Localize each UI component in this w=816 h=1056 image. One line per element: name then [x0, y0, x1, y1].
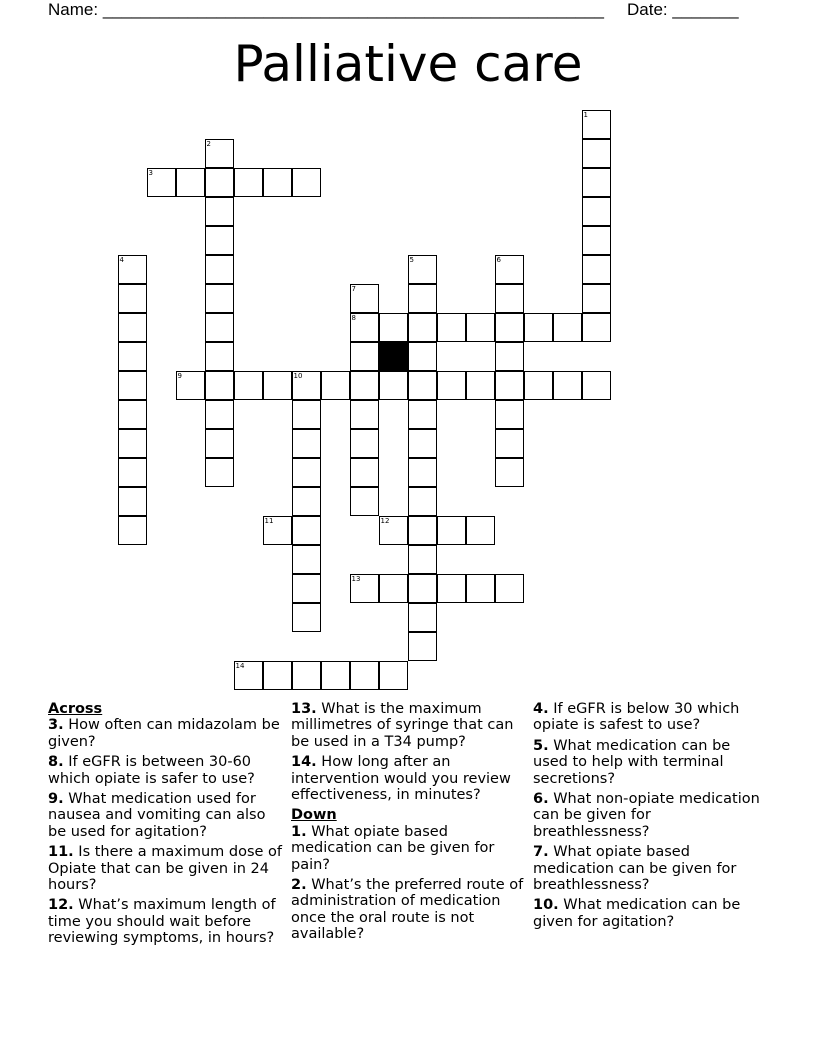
crossword-cell[interactable] — [205, 313, 234, 342]
crossword-cell[interactable] — [292, 574, 321, 603]
clue-number-label: 8 — [351, 314, 356, 322]
crossword-cell[interactable] — [205, 429, 234, 458]
crossword-cell[interactable] — [495, 342, 524, 371]
black-cell — [379, 342, 408, 371]
clue-number-label: 13 — [351, 575, 361, 583]
down-heading: Down — [291, 807, 337, 824]
page-title: Palliative care — [233, 35, 583, 93]
crossword-cell[interactable] — [350, 284, 379, 313]
clue-number: 1. — [291, 823, 307, 840]
crossword-cell[interactable] — [118, 458, 147, 487]
crossword-cell[interactable] — [234, 168, 263, 197]
crossword-cell[interactable] — [350, 429, 379, 458]
crossword-cell[interactable] — [205, 226, 234, 255]
crossword-cell[interactable] — [524, 371, 553, 400]
crossword-cell[interactable] — [495, 284, 524, 313]
crossword-cell[interactable] — [437, 371, 466, 400]
crossword-cell[interactable] — [437, 574, 466, 603]
crossword-cell[interactable] — [582, 313, 611, 342]
clue-number-label: 3 — [148, 169, 153, 177]
crossword-cell[interactable] — [118, 255, 147, 284]
crossword-cell[interactable] — [582, 197, 611, 226]
clue-number-label: 1 — [583, 111, 588, 119]
crossword-cell[interactable] — [292, 400, 321, 429]
crossword-cell[interactable] — [205, 139, 234, 168]
clue-number: 11. — [48, 844, 74, 861]
crossword-cell[interactable] — [321, 661, 350, 690]
clue-text: What medication can be used to help with terminal secretions? — [533, 737, 731, 787]
crossword-cell[interactable] — [524, 313, 553, 342]
crossword-cell[interactable] — [582, 168, 611, 197]
crossword-cell[interactable] — [495, 371, 524, 400]
crossword-cell[interactable] — [205, 400, 234, 429]
clue-number: 9. — [48, 791, 64, 808]
across-clue-13 — [291, 701, 527, 750]
crossword-cell[interactable] — [118, 429, 147, 458]
crossword-cell[interactable] — [466, 516, 495, 545]
clue-number-label: 2 — [206, 140, 211, 148]
crossword-cell[interactable] — [292, 458, 321, 487]
clue-number: 5. — [533, 737, 549, 754]
crossword-cell[interactable] — [292, 516, 321, 545]
crossword-cell[interactable] — [205, 342, 234, 371]
crossword-cell[interactable] — [553, 313, 582, 342]
crossword-cell[interactable] — [408, 429, 437, 458]
date-label: Date: — [627, 0, 668, 19]
crossword-cell[interactable] — [379, 516, 408, 545]
clue-number-label: 7 — [351, 285, 356, 293]
crossword-cell[interactable] — [379, 574, 408, 603]
crossword-cell[interactable] — [437, 516, 466, 545]
crossword-cell[interactable] — [582, 139, 611, 168]
crossword-cell[interactable] — [118, 400, 147, 429]
crossword-cell[interactable] — [118, 516, 147, 545]
clue-number-label: 10 — [293, 372, 303, 380]
crossword-cell[interactable] — [582, 255, 611, 284]
crossword-cell[interactable] — [350, 400, 379, 429]
down-clue-2 — [291, 877, 527, 943]
crossword-cell[interactable] — [263, 516, 292, 545]
crossword-cell[interactable] — [495, 574, 524, 603]
crossword-cell[interactable] — [118, 313, 147, 342]
crossword-cell[interactable] — [466, 313, 495, 342]
name-blank[interactable]: _____________________________________________________ — [102, 0, 604, 19]
crossword-cell[interactable] — [176, 168, 205, 197]
crossword-cell[interactable] — [408, 313, 437, 342]
crossword-cell[interactable] — [408, 545, 437, 574]
crossword-cell[interactable] — [118, 284, 147, 313]
crossword-cell[interactable] — [379, 313, 408, 342]
clue-text: What is the maximum millimetres of syringe that can be used in a T34 pump? — [291, 701, 514, 750]
crossword-cell[interactable] — [263, 661, 292, 690]
clue-number-label: 12 — [380, 517, 390, 525]
crossword-cell[interactable] — [582, 110, 611, 139]
crossword-cell[interactable] — [205, 197, 234, 226]
crossword-cell[interactable] — [466, 574, 495, 603]
down-clue-4 — [533, 701, 769, 734]
clue-number: 2. — [291, 877, 307, 894]
clue-number: 14. — [291, 754, 317, 771]
crossword-cell[interactable] — [582, 371, 611, 400]
down-clue-10 — [533, 897, 769, 930]
clue-number: 4. — [533, 701, 549, 717]
clue-text: If eGFR is between 30-60 which opiate is safer to use? — [48, 754, 255, 787]
crossword-cell[interactable] — [408, 371, 437, 400]
crossword-cell[interactable] — [495, 400, 524, 429]
down-clue-5 — [533, 738, 769, 787]
crossword-cell[interactable] — [553, 371, 582, 400]
clue-text: What medication used for nausea and vomiting can also be used for agitation? — [48, 791, 266, 840]
clue-number: 10. — [533, 897, 559, 914]
clue-text: What opiate based medication can be given for breathlessness? — [533, 844, 737, 894]
crossword-cell[interactable] — [205, 371, 234, 400]
across-clue-12 — [48, 897, 284, 946]
across-clue-3 — [48, 717, 284, 750]
down-clue-6 — [533, 791, 769, 840]
crossword-cell[interactable] — [350, 371, 379, 400]
crossword-cell[interactable] — [205, 255, 234, 284]
clue-column-2 — [291, 701, 527, 947]
clue-number: 6. — [533, 791, 549, 808]
crossword-cell[interactable] — [118, 487, 147, 516]
crossword-cell[interactable] — [234, 661, 263, 690]
clue-text: What opiate based medication can be given for pain? — [291, 823, 495, 873]
clue-text: If eGFR is below 30 which opiate is safest to use? — [533, 701, 740, 734]
crossword-cell[interactable] — [408, 458, 437, 487]
clue-text: Is there a maximum dose of Opiate that can be given in 24 hours? — [48, 844, 283, 894]
clue-number: 12. — [48, 897, 74, 914]
crossword-cell[interactable] — [205, 168, 234, 197]
crossword-cell[interactable] — [466, 371, 495, 400]
crossword-cell[interactable] — [118, 342, 147, 371]
crossword-cell[interactable] — [408, 603, 437, 632]
clue-number: 7. — [533, 844, 549, 861]
crossword-cell[interactable] — [350, 313, 379, 342]
name-label: Name: — [48, 0, 99, 19]
across-clue-9 — [48, 791, 284, 840]
crossword-cell[interactable] — [582, 226, 611, 255]
clue-number: 13. — [291, 701, 317, 717]
crossword-cell[interactable] — [263, 371, 292, 400]
crossword-cell[interactable] — [292, 168, 321, 197]
crossword-cell[interactable] — [147, 168, 176, 197]
crossword-cell[interactable] — [292, 661, 321, 690]
crossword-cell[interactable] — [495, 458, 524, 487]
crossword-cell[interactable] — [408, 516, 437, 545]
crossword-cell[interactable] — [408, 632, 437, 661]
crossword-cell[interactable] — [350, 574, 379, 603]
crossword-cell[interactable] — [408, 342, 437, 371]
crossword-cell[interactable] — [118, 371, 147, 400]
crossword-cell[interactable] — [205, 458, 234, 487]
across-clue-11 — [48, 844, 284, 893]
crossword-cell[interactable] — [495, 313, 524, 342]
clue-text: What’s maximum length of time you should wait before reviewing symptoms, in hours? — [48, 897, 276, 947]
clue-text: What’s the preferred route of administration of medication once the oral route is not available? — [291, 877, 524, 943]
clue-number-label: 5 — [409, 256, 414, 264]
crossword-cell[interactable] — [350, 661, 379, 690]
down-clue-1 — [291, 824, 527, 873]
clue-number-label: 14 — [235, 662, 245, 670]
crossword-cell[interactable] — [292, 429, 321, 458]
down-clue-7 — [533, 844, 769, 893]
clue-text: What non-opiate medication can be given for breathlessness? — [533, 791, 760, 840]
crossword-cell[interactable] — [408, 487, 437, 516]
clue-number-label: 11 — [264, 517, 274, 525]
crossword-cell[interactable] — [292, 545, 321, 574]
crossword-cell[interactable] — [379, 371, 408, 400]
clue-text: How often can midazolam be given? — [48, 717, 280, 750]
crossword-cell[interactable] — [408, 400, 437, 429]
clue-number: 8. — [48, 754, 64, 771]
crossword-cell[interactable] — [205, 284, 234, 313]
crossword-cell[interactable] — [408, 255, 437, 284]
crossword-cell[interactable] — [350, 487, 379, 516]
crossword-cell[interactable] — [495, 255, 524, 284]
crossword-cell[interactable] — [292, 487, 321, 516]
crossword-cell[interactable] — [350, 342, 379, 371]
crossword-cell[interactable] — [321, 371, 350, 400]
crossword-cell[interactable] — [176, 371, 205, 400]
crossword-cell[interactable] — [234, 371, 263, 400]
clue-text: What medication can be given for agitation? — [533, 897, 741, 930]
across-clue-14 — [291, 754, 527, 803]
crossword-cell[interactable] — [408, 574, 437, 603]
crossword-cell[interactable] — [292, 371, 321, 400]
crossword-cell[interactable] — [263, 168, 292, 197]
clue-number-label: 9 — [177, 372, 182, 380]
crossword-cell[interactable] — [582, 284, 611, 313]
clue-number-label: 4 — [119, 256, 124, 264]
crossword-cell[interactable] — [379, 661, 408, 690]
across-heading: Across — [48, 701, 103, 717]
clue-text: How long after an intervention would you review effectiveness, in minutes? — [291, 754, 511, 804]
clue-column-1 — [48, 701, 284, 951]
crossword-cell[interactable] — [408, 284, 437, 313]
crossword-cell[interactable] — [495, 429, 524, 458]
crossword-cell[interactable] — [437, 313, 466, 342]
clue-number-label: 6 — [496, 256, 501, 264]
date-blank[interactable]: _______ — [672, 0, 739, 19]
clue-column-3 — [533, 701, 769, 934]
crossword-cell[interactable] — [350, 458, 379, 487]
across-clue-8 — [48, 754, 284, 787]
crossword-cell[interactable] — [292, 603, 321, 632]
clue-number: 3. — [48, 717, 64, 734]
